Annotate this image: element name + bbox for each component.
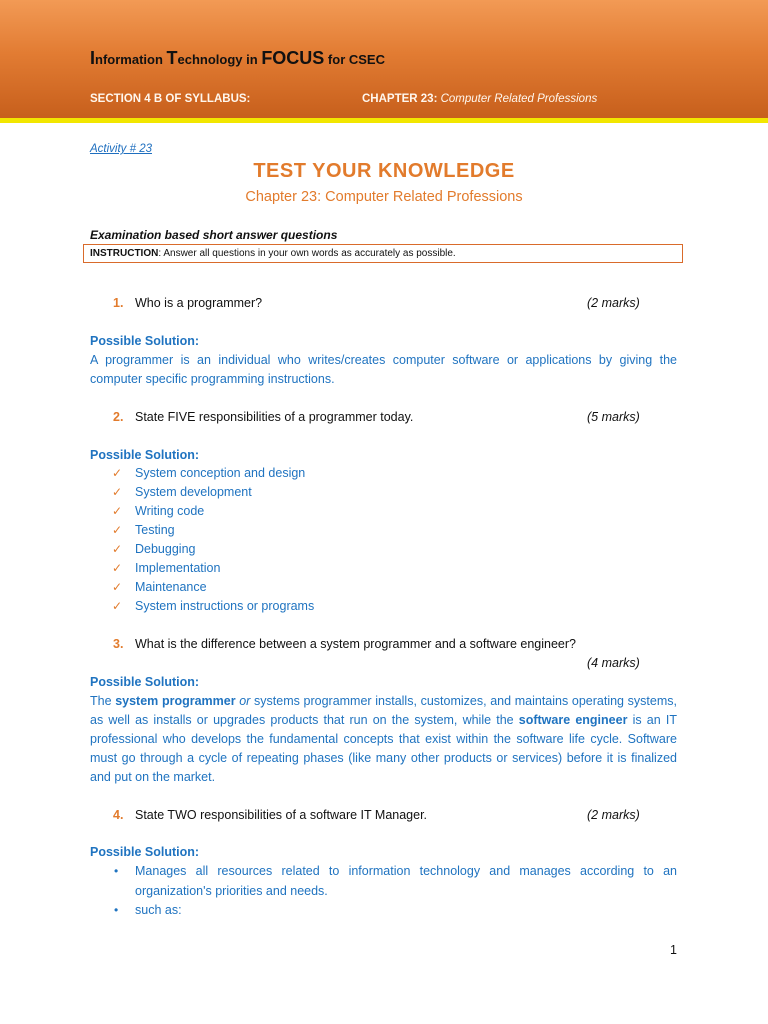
- question-text: State TWO responsibilities of a software IT Manager.: [135, 808, 428, 822]
- title-in: in: [246, 52, 262, 67]
- list-item: [112, 521, 314, 540]
- question-text: What is the difference between a system programmer and a software engineer?: [135, 637, 576, 651]
- question-marks: (4 marks): [587, 656, 640, 670]
- instruction-box: [83, 244, 683, 263]
- bullet-icon: •: [114, 903, 119, 917]
- section-label: SECTION 4 B OF SYLLABUS:: [90, 93, 251, 105]
- list-item-text: Maintenance: [135, 580, 207, 594]
- question-text: State FIVE responsibilities of a programmer today.: [135, 410, 414, 424]
- page-title: TEST YOUR KNOWLEDGE: [253, 160, 515, 182]
- question-number: 3.: [113, 637, 124, 651]
- solution-label: Possible Solution:: [90, 334, 200, 348]
- list-item-text: System development: [135, 485, 252, 499]
- list-item-text: Manages all resources related to information technology and manages according to an organization's priorities and needs.: [135, 864, 677, 898]
- list-item: [112, 483, 314, 502]
- answer-term-system-programmer: system programmer: [115, 694, 236, 708]
- checkmark-icon: ✓: [112, 504, 123, 518]
- answer-1: A programmer is an individual who writes/creates computer software or applications by giving the computer specific programming instructions.: [90, 353, 677, 386]
- activity-link[interactable]: Activity # 23: [90, 143, 152, 155]
- list-item: [112, 502, 314, 521]
- checkmark-icon: ✓: [112, 485, 123, 499]
- question-number: 2.: [113, 410, 124, 424]
- title-initial-t: T: [166, 48, 178, 68]
- title-for-csec: for CSEC: [324, 52, 385, 67]
- manager-responsibilities-list: [112, 862, 677, 921]
- answer-text: is an IT professional who develops the fundamental concepts that exist within the software life cycle. Software must go through a cycle of repeating phases (like many other products or services) before it is finalized and put on the market.: [90, 713, 677, 784]
- page-subtitle: Chapter 23: Computer Related Professions: [245, 189, 523, 205]
- list-item-text: Debugging: [135, 542, 196, 556]
- list-item-text: System instructions or programs: [135, 599, 315, 613]
- answer-3: [90, 692, 677, 787]
- list-item: [112, 901, 677, 921]
- checkmark-icon: ✓: [112, 542, 123, 556]
- list-item-text: Testing: [135, 523, 175, 537]
- bullet-icon: •: [114, 864, 119, 878]
- question-marks: (5 marks): [587, 410, 640, 424]
- checkmark-icon: ✓: [112, 523, 123, 537]
- list-item: [112, 464, 314, 483]
- solution-label: Possible Solution:: [90, 845, 200, 859]
- list-item: [112, 578, 314, 597]
- chapter-header-label: CHAPTER 23:: [362, 93, 438, 105]
- instruction-label: INSTRUCTION: [90, 248, 159, 259]
- responsibilities-checklist: [112, 464, 314, 616]
- list-item: [112, 559, 314, 578]
- question-text: Who is a programmer?: [135, 296, 263, 310]
- question-number: 1.: [113, 296, 124, 310]
- exam-heading: Examination based short answer questions: [90, 228, 338, 242]
- checkmark-icon: ✓: [112, 599, 123, 613]
- list-item-text: Implementation: [135, 561, 221, 575]
- page-number: 1: [670, 943, 677, 957]
- instruction-text: : Answer all questions in your own words as accurately as possible.: [158, 248, 456, 259]
- answer-text: systems programmer installs, customizes, and maintains operating systems, as well as installs or upgrades products that run on the system, while the: [90, 694, 677, 727]
- title-nformation: nformation: [95, 52, 167, 67]
- title-initial-i: I: [90, 48, 96, 68]
- question-marks: (2 marks): [587, 296, 640, 310]
- list-item-text: System conception and design: [135, 466, 306, 480]
- solution-label: Possible Solution:: [90, 448, 200, 462]
- solution-label: Possible Solution:: [90, 675, 200, 689]
- answer-term-software-engineer: software engineer: [518, 713, 628, 727]
- question-number: 4.: [113, 808, 124, 822]
- answer-text: The: [90, 694, 116, 708]
- checkmark-icon: ✓: [112, 466, 123, 480]
- list-item: [112, 540, 314, 559]
- list-item: [112, 862, 677, 901]
- chapter-header-title: Computer Related Professions: [440, 93, 598, 105]
- question-marks: (2 marks): [587, 808, 640, 822]
- list-item: [112, 597, 314, 616]
- chapter-header: [362, 93, 597, 105]
- checkmark-icon: ✓: [112, 580, 123, 594]
- title-echnology: echnology: [177, 52, 247, 67]
- list-item-text: Writing code: [135, 504, 205, 518]
- book-title: [90, 48, 385, 69]
- header-yellow-stripe: [0, 118, 768, 123]
- checkmark-icon: ✓: [112, 561, 123, 575]
- answer-text-or: or: [239, 694, 251, 708]
- list-item-text: such as:: [135, 903, 182, 917]
- title-focus: FOCUS: [261, 48, 325, 68]
